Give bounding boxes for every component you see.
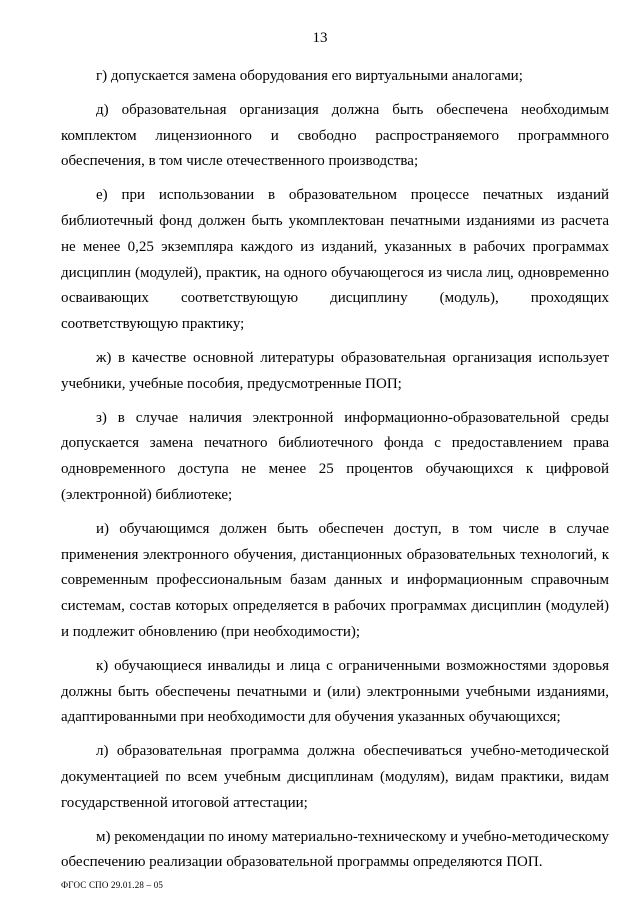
paragraph-e: е) при использовании в образовательном процессе печатных изданий библиотечный фонд должен быть укомплектован печатными изданиями из расчета не менее 0,25 экземпляра каждого из изданий, указанных в рабочих программах дисциплин (модулей), практик, на одного обучающегося из числа лиц, одновременно осваивающих соответствующую дисциплину (модуль), проходящих соответствующую практику; — [61, 187, 609, 333]
page-number: 13 — [312, 30, 328, 46]
paragraph-zh: ж) в качестве основной литературы образовательная организация использует учебники, учебные пособия, предусмотренные ПОП; — [61, 349, 609, 392]
document-body — [61, 64, 609, 884]
paragraph-k: к) обучающиеся инвалиды и лица с ограниченными возможностями здоровья должны быть обеспечены печатными и (или) электронными учебными изданиями, адаптированными при необходимости для обучения указанных обучающихся; — [61, 657, 609, 726]
paragraph-m: м) рекомендации по иному материально-техническому и учебно-методическому обеспечению реализации образовательной программы определяются ПОП. — [61, 828, 609, 871]
paragraph-z: з) в случае наличия электронной информационно-образовательной среды допускается замена печатного библиотечного фонда с предоставлением права одновременного доступа не менее 25 процентов обучающихся к цифровой (электронной) библиотеке; — [61, 409, 609, 503]
paragraph-d: д) образовательная организация должна быть обеспечена необходимым комплектом лицензионного и свободно распространяемого программного обеспечения, в том числе отечественного производства; — [61, 101, 609, 170]
footer-code: ФГОС СПО 29.01.28 – 05 — [61, 880, 164, 890]
paragraph-g: г) допускается замена оборудования его виртуальными аналогами; — [96, 68, 523, 84]
paragraph-i: и) обучающимся должен быть обеспечен доступ, в том числе в случае применения электронного обучения, дистанционных образовательных технологий, к современным профессиональным базам данных и информационным справочным системам, состав которых определяется в рабочих программах дисциплин (модулей) и подлежит обновлению (при необходимости); — [61, 520, 609, 640]
paragraph-l: л) образовательная программа должна обеспечиваться учебно-методической документацией по всем учебным дисциплинам (модулям), видам практики, видам государственной итоговой аттестации; — [61, 743, 609, 811]
